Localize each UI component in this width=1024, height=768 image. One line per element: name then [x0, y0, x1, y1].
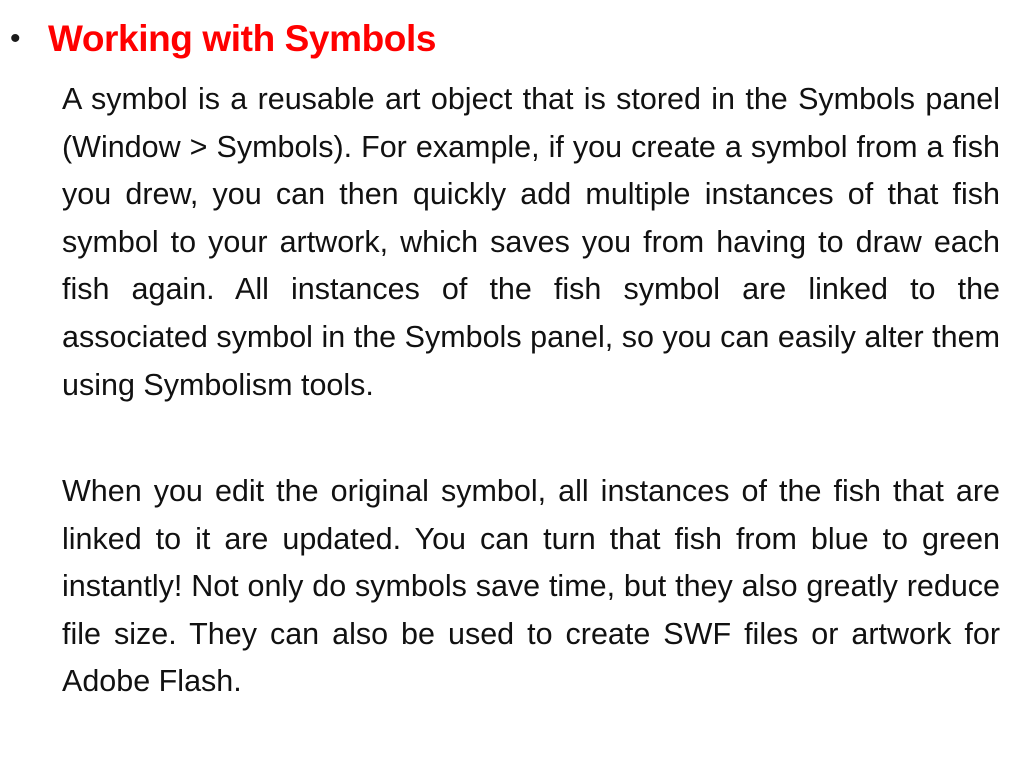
- slide-title: Working with Symbols: [48, 18, 437, 59]
- title-row: [10, 14, 436, 64]
- paragraph-symbol-definition: A symbol is a reusable art object that is stored in the Symbols panel (Window > Symbols). For example, if you create a symbol from a fish you drew, you can then quickly add multiple instances of that fish symbol to your artwork, which saves you from having to draw each fish again. All instances of the fish symbol are linked to the associated symbol in the Symbols panel, so you can easily alter them using Symbolism tools.: [62, 82, 1000, 402]
- paragraph-editing-symbols: When you edit the original symbol, all instances of the fish that are linked to it are updated. You can turn that fish from blue to green instantly! Not only do symbols save time, but they also greatly reduce file size. They can also be used to create SWF files or artwork for Adobe Flash.: [62, 474, 1000, 699]
- bullet-icon: •: [10, 22, 21, 55]
